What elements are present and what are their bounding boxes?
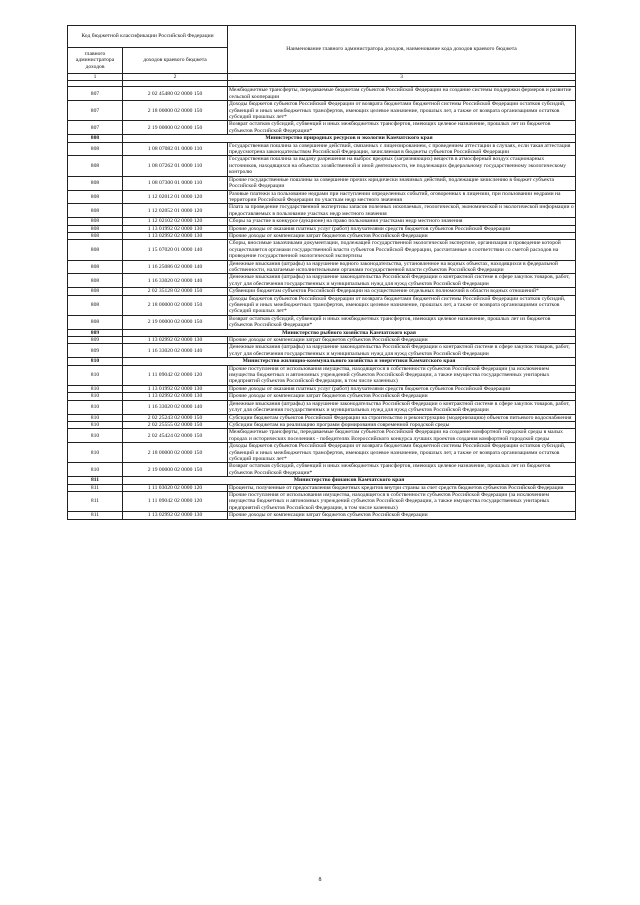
- admin-code-cell: 811: [68, 484, 123, 491]
- revenue-code-cell: 1 15 07020 01 0000 140: [123, 240, 228, 260]
- revenue-name-cell: Возврат остатков субсидий, субвенций и иных межбюджетных трансфертов, имеющих целевое назначение, прошлых лет из бюджетов субъектов Российской Федерации*: [228, 463, 576, 477]
- admin-code-cell: 811: [68, 491, 123, 511]
- column-number-2: 2: [123, 74, 228, 81]
- section-title: Министерство природных ресурсов и экологии Камчатского края: [123, 135, 576, 142]
- section-admin-code: 810: [68, 358, 123, 365]
- admin-code-cell: 811: [68, 512, 123, 519]
- section-row: [68, 135, 576, 142]
- admin-code-cell: 810: [68, 365, 123, 385]
- table-row: [68, 288, 576, 295]
- table-row: [68, 260, 576, 274]
- column-number-3: 3: [228, 74, 576, 81]
- revenue-code-cell: 1 13 01992 02 0000 130: [123, 385, 228, 392]
- revenue-code-cell: 1 13 02992 02 0000 130: [123, 512, 228, 519]
- table-row: [68, 421, 576, 428]
- revenue-code-cell: 1 08 07082 01 0000 110: [123, 142, 228, 156]
- revenue-name-cell: Прочие доходы от оказания платных услуг (работ) получателями средств бюджетов субъектов Российской Федерации: [228, 385, 576, 392]
- column-number-1: 1: [68, 74, 123, 81]
- revenue-name-cell: Государственная пошлина за выдачу разрешения на выброс вредных (загрязняющих) веществ в атмосферный воздух стационарных источников, находящихся на объектах хозяйственной и иной деятельности, не подлежащих федеральному государственному экологическому контролю: [228, 156, 576, 176]
- table-row: [68, 225, 576, 232]
- revenue-code-cell: 1 12 02052 01 0000 120: [123, 204, 228, 218]
- section-row: [68, 358, 576, 365]
- revenue-name-cell: Субвенции бюджетам субъектов Российской Федерации на осуществление отдельных полномочий в области водных отношений*: [228, 288, 576, 295]
- table-row: [68, 240, 576, 260]
- revenue-name-cell: Денежные взыскания (штрафы) за нарушение водного законодательства, установленное на водных объектах, находящихся в федеральной собственности, налагаемые исполнительными органами государственной власти субъектов Российской Федерации: [228, 260, 576, 274]
- revenue-code-cell: 1 12 02012 01 0000 120: [123, 190, 228, 204]
- table-row: [68, 274, 576, 288]
- revenue-name-cell: Денежные взыскания (штрафы) за нарушение законодательства Российской Федерации о контрактной системе в сфере закупок товаров, работ, услуг для обеспечения государственных и муниципальных нужд для нужд субъектов Российской Федерации: [228, 400, 576, 414]
- revenue-name-cell: Плата за проведение государственной экспертизы запасов полезных ископаемых, геологической, экономической и экологической информации о предоставляемых в пользование участках недр местного значения: [229, 204, 574, 217]
- admin-code-cell: 808: [68, 295, 123, 315]
- table-row: [68, 121, 576, 135]
- admin-code-cell: 808: [68, 288, 123, 295]
- kbk-group-header: Код бюджетной классификации Российской Федерации: [68, 26, 228, 48]
- admin-code-cell: 810: [68, 443, 123, 463]
- section-admin-code: 811: [68, 477, 123, 484]
- revenue-name-cell: Доходы бюджетов субъектов Российской Федерации от возврата бюджетами бюджетной системы Российской Федерации остатков субсидий, субвенций и иных межбюджетных трансфертов, имеющих целевое назначение, прошлых лет, а также от возврата организациями остатков субсидий прошлых лет*: [228, 443, 576, 463]
- table-row: [68, 365, 576, 385]
- table-row: [68, 484, 576, 491]
- table-row: [68, 218, 576, 225]
- table-row: [68, 429, 576, 443]
- revenue-name-cell: Прочие поступления от использования имущества, находящегося в собственности субъектов Российской Федерации (за исключением имущества бюджетных и автономных учреждений субъектов Российской Федерации, а также имущества государственных унитарных предприятий субъектов Российской Федерации, в том числе казенных): [228, 365, 576, 385]
- revenue-name-cell: Межбюджетные трансферты, передаваемые бюджетам субъектов Российской Федерации на создание комфортной городской среды в малых городах и исторических поселениях - победителях Всероссийского конкурса лучших проектов создания комфортной городской среды: [228, 429, 576, 443]
- revenue-name-cell: Возврат остатков субсидий, субвенций и иных межбюджетных трансфертов, имеющих целевое назначение, прошлых лет из бюджетов субъектов Российской Федерации*: [228, 315, 576, 329]
- admin-code-cell: 807: [68, 101, 123, 121]
- table-row: [68, 142, 576, 156]
- revenue-code-cell: 1 16 33020 02 0000 140: [123, 274, 228, 288]
- admin-code-cell: 810: [68, 400, 123, 414]
- admin-code-cell: 808: [68, 142, 123, 156]
- admin-code-cell: 810: [68, 421, 123, 428]
- revenue-name-cell: Проценты, полученные от предоставления бюджетных кредитов внутри страны за счет средств бюджетов субъектов Российской Федерации: [228, 484, 576, 491]
- revenue-code-cell: 2 02 25243 02 0000 150: [123, 414, 228, 421]
- revenue-name-cell: Субсидии бюджетам на реализацию программ формирования современной городской среды: [228, 421, 576, 428]
- revenue-name-cell: Сборы, вносимые заказчиками документации, подлежащей государственной экологической экспертизе, организация и проведение которой осуществляется органами государственной власти субъектов Российской Федерации, рассчитанные в соответствии со сметой расходов на проведение государственной экологической экспертизы: [228, 240, 576, 260]
- revenue-name-cell: Прочие доходы от оказания платных услуг (работ) получателями средств бюджетов субъектов Российской Федерации: [228, 225, 576, 232]
- revenue-name-cell: Возврат остатков субсидий, субвенций и иных межбюджетных трансфертов, имеющих целевое назначение, прошлых лет из бюджетов субъектов Российской Федерации*: [228, 121, 576, 135]
- revenue-name-cell: Прочие доходы от компенсации затрат бюджетов субъектов Российской Федерации: [228, 337, 576, 344]
- revenue-name-cell: Государственная пошлина за совершение действий, связанных с лицензированием, с проведением аттестации в случаях, если такая аттестация предусмотрена законодательством Российской Федерации, зачисляемая в бюджеты субъектов Российской Федерации: [228, 142, 576, 156]
- table-row: [68, 101, 576, 121]
- revenue-code-cell: 2 19 00000 02 0000 150: [123, 315, 228, 329]
- table-row: [68, 491, 576, 511]
- table-row: [68, 463, 576, 477]
- section-admin-code: 809: [68, 329, 123, 336]
- admin-code-cell: 807: [68, 87, 123, 101]
- revenue-code-cell: 1 11 09042 02 0000 120: [123, 491, 228, 511]
- section-title: Министерство финансов Камчатского края: [123, 477, 576, 484]
- admin-code-cell: 810: [68, 385, 123, 392]
- admin-code-cell: 808: [68, 190, 123, 204]
- admin-code-cell: 808: [68, 260, 123, 274]
- revenue-code-cell: 1 13 02992 02 0000 130: [123, 393, 228, 400]
- code-column-header: доходов краевого бюджета: [123, 48, 228, 74]
- revenue-name-cell: Субсидии бюджетам субъектов Российской Федерации на строительство и реконструкцию (модернизацию) объектов питьевого водоснабжения: [228, 414, 576, 421]
- revenue-name-cell: Доходы бюджетов субъектов Российской Федерации от возврата бюджетами бюджетной системы Российской Федерации остатков субсидий, субвенций и иных межбюджетных трансфертов, имеющих целевое назначение, прошлых лет, а также от возврата организациями остатков субсидий прошлых лет*: [228, 101, 576, 121]
- revenue-code-cell: 1 11 09042 02 0000 120: [123, 365, 228, 385]
- section-title: Министерство жилищно-коммунального хозяйства и энергетики Камчатского края: [123, 358, 576, 365]
- table-row: [68, 190, 576, 204]
- admin-code-cell: 808: [68, 156, 123, 176]
- revenue-code-cell: 1 08 07300 01 0000 110: [123, 176, 228, 190]
- revenue-code-cell: 1 13 02992 02 0000 130: [123, 337, 228, 344]
- admin-column-header: главного администратора доходов: [68, 48, 123, 74]
- table-row: [68, 315, 576, 329]
- table-row: [68, 400, 576, 414]
- admin-code-cell: 809: [68, 337, 123, 344]
- revenue-code-cell: 1 13 02992 02 0000 130: [123, 232, 228, 239]
- revenue-code-cell: 2 19 00000 02 0000 150: [123, 121, 228, 135]
- table-row: [68, 393, 576, 400]
- table-row: [68, 156, 576, 176]
- admin-code-cell: 810: [68, 393, 123, 400]
- revenue-code-cell: 1 12 02102 02 0000 120: [123, 218, 228, 225]
- revenue-name-cell: Межбюджетные трансферты, передаваемые бюджетам субъектов Российской Федерации на создание системы поддержки фермеров и развитие сельской кооперации: [228, 87, 576, 101]
- revenue-name-cell: Прочие государственные пошлины за совершение прочих юридически значимых действий, подлежащие зачислению в бюджет субъекта Российской Федерации: [228, 176, 576, 190]
- revenue-name-cell: Прочие доходы от компенсации затрат бюджетов субъектов Российской Федерации: [228, 393, 576, 400]
- revenue-code-cell: 1 16 25086 02 0000 140: [123, 260, 228, 274]
- admin-code-cell: 808: [68, 274, 123, 288]
- section-row: [68, 329, 576, 336]
- revenue-code-cell: 1 11 03020 02 0000 120: [123, 484, 228, 491]
- table-row: [68, 385, 576, 392]
- admin-code-cell: 810: [68, 414, 123, 421]
- revenue-code-cell: 1 16 33020 02 0000 140: [123, 400, 228, 414]
- section-admin-code: 808: [68, 135, 123, 142]
- table-row: [68, 295, 576, 315]
- revenue-code-cell: 2 02 35128 02 0000 150: [123, 288, 228, 295]
- revenue-code-cell: 2 02 25555 02 0000 150: [123, 421, 228, 428]
- admin-code-cell: 810: [68, 429, 123, 443]
- table-row: [68, 232, 576, 239]
- revenue-code-cell: 2 02 45480 02 0000 150: [123, 87, 228, 101]
- revenue-code-cell: 1 08 07262 01 0000 110: [123, 156, 228, 176]
- revenue-code-cell: 2 02 45424 02 0000 150: [123, 429, 228, 443]
- section-row: [68, 477, 576, 484]
- revenue-name-cell: Денежные взыскания (штрафы) за нарушение законодательства Российской Федерации о контрактной системе в сфере закупок товаров, работ, услуг для обеспечения государственных и муниципальных нужд для нужд субъектов Российской Федерации: [228, 274, 576, 288]
- admin-code-cell: 807: [68, 121, 123, 135]
- admin-code-cell: 808: [68, 240, 123, 260]
- revenue-name-cell: Сборы за участие в конкурсе (аукционе) на право пользования участками недр местного значения: [228, 218, 576, 225]
- revenue-code-cell: 2 18 00000 02 0000 150: [123, 101, 228, 121]
- table-row: [68, 443, 576, 463]
- name-column-header: Наименование главного администратора доходов, наименование кода доходов краевого бюджета: [228, 26, 576, 74]
- table-row: [68, 204, 576, 218]
- admin-code-cell: 809: [68, 344, 123, 358]
- revenue-code-cell: 1 16 33020 02 0000 140: [123, 344, 228, 358]
- table-row: [68, 414, 576, 421]
- table-row: [68, 176, 576, 190]
- table-row: [68, 87, 576, 101]
- revenue-codes-table: [67, 25, 576, 520]
- revenue-name-cell: Прочие поступления от использования имущества, находящегося в собственности субъектов Российской Федерации (за исключением имущества бюджетных и автономных учреждений субъектов Российской Федерации, а также имущества государственных унитарных предприятий субъектов Российской Федерации, в том числе казенных): [228, 491, 576, 511]
- revenue-code-cell: 2 18 00000 02 0000 150: [123, 443, 228, 463]
- table-row: [68, 512, 576, 519]
- admin-code-cell: 808: [68, 176, 123, 190]
- admin-code-cell: 808: [68, 232, 123, 239]
- page-number: 8: [318, 877, 322, 883]
- admin-code-cell: 808: [68, 204, 123, 218]
- table-row: [68, 344, 576, 358]
- revenue-name-cell: Прочие доходы от компенсации затрат бюджетов субъектов Российской Федерации: [228, 232, 576, 239]
- revenue-name-cell: Прочие доходы от компенсации затрат бюджетов субъектов Российской Федерации: [228, 512, 576, 519]
- admin-code-cell: 808: [68, 218, 123, 225]
- admin-code-cell: 808: [68, 225, 123, 232]
- revenue-code-cell: 2 18 00000 02 0000 150: [123, 295, 228, 315]
- revenue-code-cell: 1 13 01992 02 0000 130: [123, 225, 228, 232]
- revenue-code-cell: 2 19 00000 02 0000 150: [123, 463, 228, 477]
- admin-code-cell: 810: [68, 463, 123, 477]
- revenue-name-cell: Денежные взыскания (штрафы) за нарушение законодательства Российской Федерации о контрактной системе в сфере закупок товаров, работ, услуг для обеспечения государственных и муниципальных нужд для нужд субъектов Российской Федерации: [228, 344, 576, 358]
- section-title: Министерство рыбного хозяйства Камчатского края: [123, 329, 576, 336]
- admin-code-cell: 808: [68, 315, 123, 329]
- revenue-name-cell: Разовые платежи за пользование недрами при наступлении определенных событий, оговоренных в лицензии, при пользовании недрами на территории Российской Федерации по участкам недр местного значения: [228, 190, 576, 204]
- revenue-name-cell: Доходы бюджетов субъектов Российской Федерации от возврата бюджетами бюджетной системы Российской Федерации остатков субсидий, субвенций и иных межбюджетных трансфертов, имеющих целевое назначение, прошлых лет, а также от возврата организациями остатков субсидий прошлых лет*: [228, 295, 576, 315]
- table-row: [68, 337, 576, 344]
